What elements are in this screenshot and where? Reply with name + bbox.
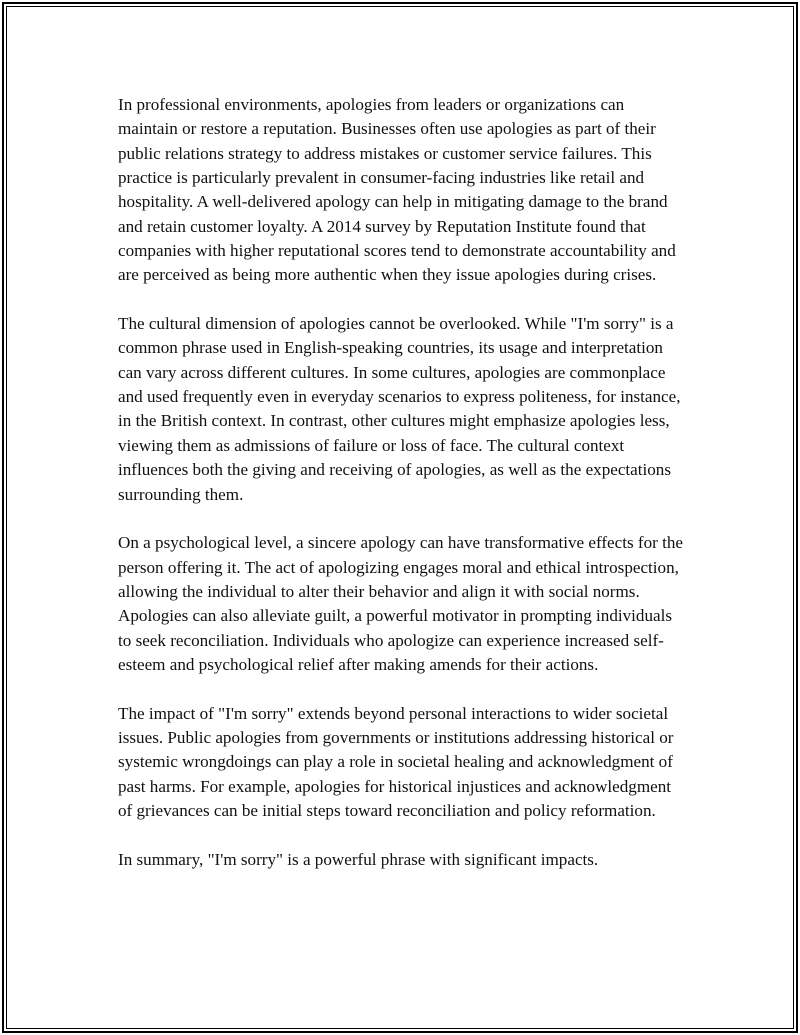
paragraph-summary: In summary, "I'm sorry" is a powerful phrase with significant impacts. xyxy=(118,849,599,869)
paragraph-societal-impact: The impact of "I'm sorry" extends beyond personal interactions to wider societal issues. Public apologies from governments or institutions addressing historical or systemic wrongdoings can play a role in societal healing and acknowledgment of past harms. For example, apologies for historical injustices and acknowledgment of grievances can be initial steps toward reconciliation and policy reformation. xyxy=(118,703,674,820)
paragraph-psychological-level: On a psychological level, a sincere apology can have transformative effects for the person offering it. The act of apologizing engages moral and ethical introspection, allowing the individual to alter their behavior and align it with social norms. Apologies can also alleviate guilt, a powerful motivator in prompting individuals to seek reconciliation. Individuals who apologize can experience increased self-esteem and psychological relief after making amends for their actions. xyxy=(118,533,683,674)
paragraph-professional-apologies: In professional environments, apologies from leaders or organizations can maintain or restore a reputation. Businesses often use apologies as part of their public relations strategy to address mistakes or customer service failures. This practice is particularly prevalent in consumer-facing industries like retail and hospitality. A well-delivered apology can help in mitigating damage to the brand and retain customer loyalty. A 2014 survey by Reputation Institute found that companies with higher reputational scores tend to demonstrate accountability and are perceived as being more authentic when they issue apologies during crises. xyxy=(118,95,676,285)
paragraph-cultural-dimension: The cultural dimension of apologies cannot be overlooked. While "I'm sorry" is a common phrase used in English-speaking countries, its usage and interpretation can vary across different cultures. In some cultures, apologies are commonplace and used frequently even in everyday scenarios to express politeness, for instance, in the British context. In contrast, other cultures might emphasize apologies less, viewing them as admissions of failure or loss of face. The cultural context influences both the giving and receiving of apologies, as well as the expectations surrounding them. xyxy=(118,314,681,504)
document-body xyxy=(118,93,688,872)
